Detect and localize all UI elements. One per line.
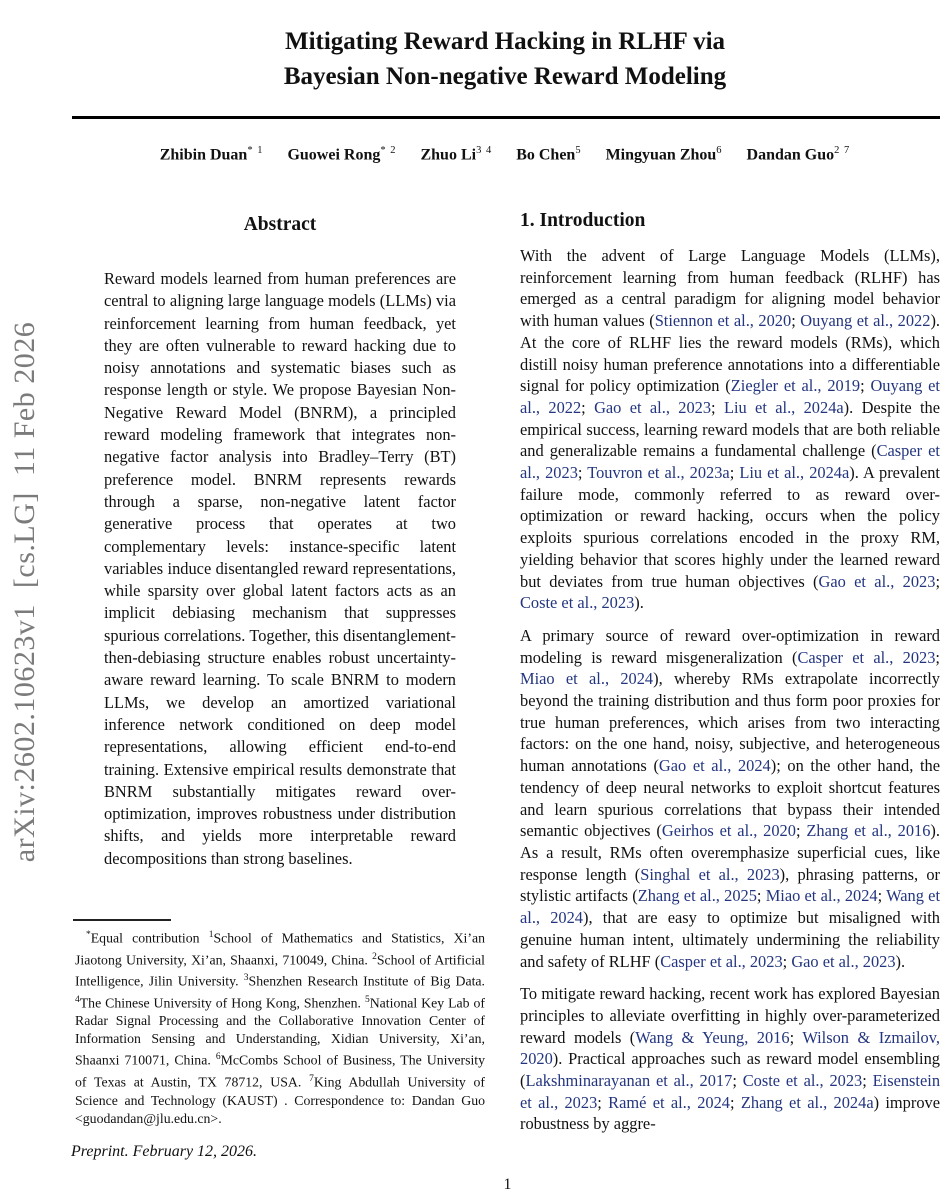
author-name: Bo Chen xyxy=(516,146,576,164)
author xyxy=(516,145,581,164)
intro-paragraph-2: A primary source of reward over-optimization in reward modeling is reward misgeneralization (Casper et al., 2023; Miao et al., 2024), whereby RMs extrapolate incorrectly beyond the training distribution and thus form poor proxies for true human preferences, which arises from two interacting factors: on the one hand, noisy, subjective, and heterogeneous human annotations (Gao et al., 2024); on the other hand, the tendency of deep neural networks to exploit shortcut features and learn spurious correlations that bypass their intended semantic objectives (Geirhos et al., 2020; Zhang et al., 2016). As a result, RMs often overemphasize superficial cues, like response length (Singhal et al., 2023), phrasing patterns, or stylistic artifacts (Zhang et al., 2025; Miao et al., 2024; Wang et al., 2024), that are easy to optimize but misaligned with genuine human intent, ultimately undermining the reliability and safety of RLHF (Casper et al., 2023; Gao et al., 2023). xyxy=(520,625,941,971)
author xyxy=(606,145,723,164)
footnote-marker: 6 xyxy=(215,1052,221,1063)
citation-link[interactable]: Coste et al., 2023 xyxy=(520,593,635,613)
title-rule xyxy=(72,116,940,119)
citation-link[interactable]: Wang & Yeung, 2016 xyxy=(635,1027,790,1047)
citation-link[interactable]: Wilson & Izmailov, 2020 xyxy=(520,1027,940,1069)
right-column xyxy=(520,210,940,1146)
footnote-marker: 4 xyxy=(75,994,80,1005)
citation-link[interactable]: Touvron et al., 2023a xyxy=(587,463,730,483)
citation-link[interactable]: Lakshminarayanan et al., 2017 xyxy=(525,1071,733,1091)
authors-line xyxy=(70,145,940,164)
citation-link[interactable]: Eisenstein et al., 2023 xyxy=(520,1071,941,1112)
footnote-marker: 2 xyxy=(372,951,377,962)
citation-link[interactable]: Miao et al., 2024 xyxy=(520,669,654,689)
author-name: Zhibin Duan xyxy=(159,146,248,164)
author-affiliation-marker: 5 xyxy=(575,145,582,156)
citation-link[interactable]: Liu et al., 2024a xyxy=(723,397,844,417)
author xyxy=(160,145,264,164)
author-name: Guowei Rong xyxy=(287,146,381,164)
author-affiliation-marker: 6 xyxy=(716,145,723,156)
citation-link[interactable]: Casper et al., 2023 xyxy=(660,951,783,971)
citation-link[interactable]: Zhang et al., 2016 xyxy=(806,821,931,841)
paper-title-line-1: Mitigating Reward Hacking in RLHF via xyxy=(284,28,726,55)
author xyxy=(420,145,492,164)
author-affiliation-marker: 3 4 xyxy=(476,145,493,156)
abstract-body: Reward models learned from human preferences are central to aligning large language models (LLMs) via reinforcement learning from human feedback, yet they are often vulnerable to reward hacking due to noisy annotations and systematic biases such as response length or style. We propose Bayesian Non-Negative Reward Model (BNRM), a principled reward modeling framework that integrates non-negative factor analysis into Bradley–Terry (BT) preference model. BNRM represents rewards through a sparse, non-negative latent factor generative process that operates at two complementary levels: instance-specific latent variables induce disentangled reward representations, while sparsity over global latent factors acts as an implicit debiasing mechanism that suppresses spurious correlations. Together, this disentanglement-then-debiasing structure enables robust uncertainty-aware reward learning. To scale BNRM to modern LLMs, we develop an amortized variational inference network conditioned on deep model representations, allowing efficient end-to-end training. Extensive empirical results demonstrate that BNRM substantially mitigates reward over-optimization, improves robustness under distribution shifts, and yields more interpretable reward decompositions than strong baselines. xyxy=(104,269,456,868)
author-affiliation-marker: * 1 xyxy=(247,145,264,156)
citation-link[interactable]: Ouyang et al., 2022 xyxy=(520,376,940,417)
citation-link[interactable]: Ouyang et al., 2022 xyxy=(800,311,931,331)
citation-link[interactable]: Singhal et al., 2023 xyxy=(640,864,780,884)
author xyxy=(287,145,396,164)
abstract-heading: Abstract xyxy=(243,214,317,235)
citation-link[interactable]: Miao et al., 2024 xyxy=(765,886,878,906)
paper-title xyxy=(70,24,940,94)
citation-link[interactable]: Ziegler et al., 2019 xyxy=(730,376,861,396)
citation-link[interactable]: Geirhos et al., 2020 xyxy=(661,821,796,841)
footnote-marker: * xyxy=(86,930,91,940)
citation-link[interactable]: Liu et al., 2024a xyxy=(739,463,850,483)
author-name: Zhuo Li xyxy=(420,146,477,164)
intro-paragraph-3: To mitigate reward hacking, recent work has explored Bayesian principles to alleviate overfitting in highly over-parameterized reward models (Wang & Yeung, 2016; Wilson & Izmailov, 2020). Practical approaches such as reward model ensembling (Lakshminarayanan et al., 2017; Coste et al., 2023; Eisenstein et al., 2023; Ramé et al., 2024; Zhang et al., 2024a) improve robustness by aggre- xyxy=(520,984,941,1134)
author xyxy=(747,145,851,164)
page-number: 1 xyxy=(503,1176,512,1193)
author-affiliation-marker: * 2 xyxy=(380,145,397,156)
citation-link[interactable]: Zhang et al., 2024a xyxy=(740,1092,874,1112)
footnote-marker: 5 xyxy=(364,994,370,1005)
citation-link[interactable]: Zhang et al., 2025 xyxy=(637,886,757,906)
left-column xyxy=(75,214,485,870)
citation-link[interactable]: Wang et al., 2024 xyxy=(520,886,941,928)
preprint-note: Preprint. February 12, 2026. xyxy=(71,1143,258,1160)
citation-link[interactable]: Gao et al., 2024 xyxy=(658,756,771,776)
citation-link[interactable]: Stiennon et al., 2020 xyxy=(654,311,792,331)
author-name: Dandan Guo xyxy=(746,146,835,164)
footnote-block: *Equal contribution $^1$School of Mathematics and Statistics, Xi’an Jiaotong University, Xi’an, Shaanxi, 710049, China. $^2$School of Artificial Intelligence, Jilin University. $^3$Shenzhen Research Institute of Big Data. $^4$The Chinese University of Hong Kong, Shenzhen. $^5$National Key Lab of Radar Signal Processing and the Collaborative Innovation Center of Information Sensing and Understanding, Xidian University, Xi’an, Shaanxi 710071, China. $^6$McCombs School of Business, The University of Texas at Austin, TX 78712, USA. $^7$King Abdullah University of Science and Technology (KAUST) . Correspondence to: Dandan Guo <guodandan@jlu.edu.cn>. xyxy=(75,930,486,1126)
citation-link[interactable]: Coste et al., 2023 xyxy=(742,1071,863,1091)
author-affiliation-marker: 2 7 xyxy=(834,145,851,156)
paper-title-line-2: Bayesian Non-negative Reward Modeling xyxy=(283,63,727,90)
intro-paragraph-1: With the advent of Large Language Models (LLMs), reinforcement learning from human feedback (RLHF) has emerged as a central paradigm for aligning model behavior with human values (Stiennon et al., 2020; Ouyang et al., 2022). At the core of RLHF lies the reward models (RMs), which distill noisy human preference annotations into a differentiable signal for policy optimization (Ziegler et al., 2019; Ouyang et al., 2022; Gao et al., 2023; Liu et al., 2024a). Despite the empirical success, learning reward models that are both reliable and generalizable remains a fundamental challenge (Casper et al., 2023; Touvron et al., 2023a; Liu et al., 2024a). A prevalent failure mode, commonly referred to as reward over-optimization or reward hacking, occurs when the policy exploits spurious correlations encoded in the proxy RM, yielding behavior that scores highly under the learned reward but deviates from true human objectives (Gao et al., 2023; Coste et al., 2023). xyxy=(520,246,941,613)
introduction-heading: 1. Introduction xyxy=(520,210,646,231)
citation-link[interactable]: Gao et al., 2023 xyxy=(594,397,712,417)
citation-link[interactable]: Ramé et al., 2024 xyxy=(608,1092,730,1112)
citation-link[interactable]: Casper et al., 2023 xyxy=(520,441,940,483)
footnote-marker: 7 xyxy=(309,1073,314,1084)
citation-link[interactable]: Gao et al., 2023 xyxy=(791,951,896,971)
citation-link[interactable]: Casper et al., 2023 xyxy=(797,647,936,667)
author-name: Mingyuan Zhou xyxy=(605,146,717,164)
footnote-divider xyxy=(73,919,171,921)
footnote-marker: 1 xyxy=(208,930,214,940)
footnote-marker: 3 xyxy=(243,973,249,984)
citation-link[interactable]: Gao et al., 2023 xyxy=(818,571,936,591)
arxiv-watermark: arXiv:2602.10623v1 [cs.LG] 11 Feb 2026 xyxy=(8,321,41,863)
